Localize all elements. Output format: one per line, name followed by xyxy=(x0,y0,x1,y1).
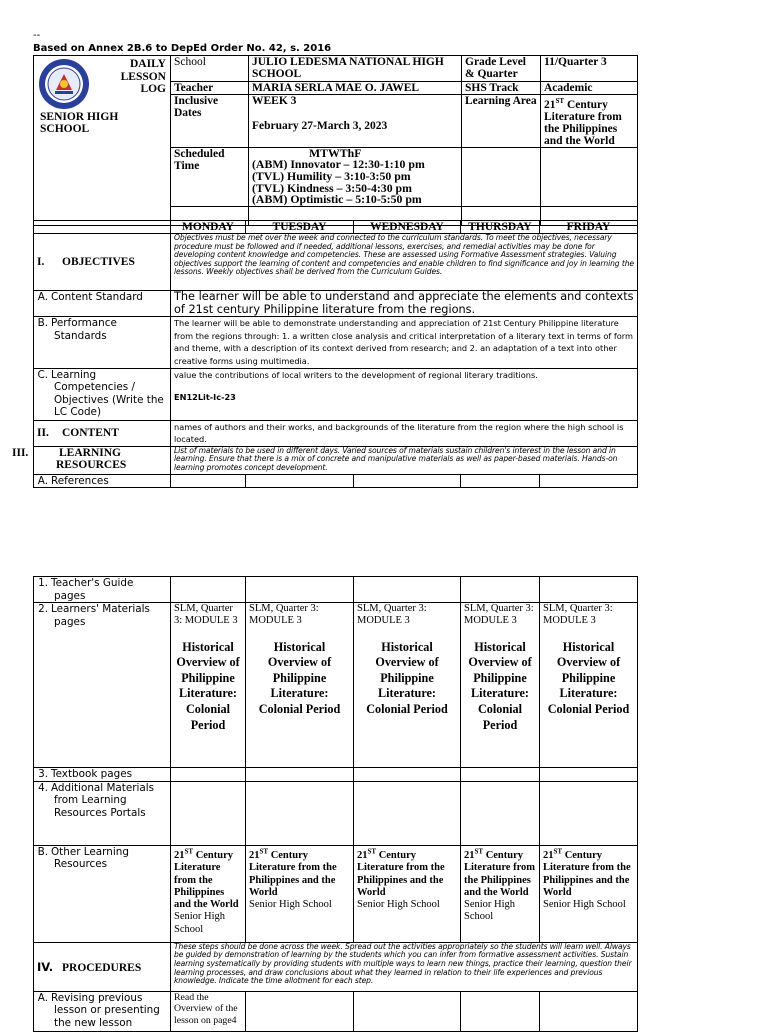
dll-title-line-1: DAILY xyxy=(129,58,166,70)
objectives-heading: I. OBJECTIVES xyxy=(34,234,171,291)
dll-title-line-3: LOG xyxy=(140,83,166,95)
learners-materials-label: 2. Learners' Materials pages xyxy=(34,603,171,768)
other-resources-tuesday: 21ST Century Literature from the Philippines and the World Senior High School xyxy=(246,845,354,942)
learning-resources-heading: III. LEARNING RESOURCES xyxy=(34,446,171,474)
schedule-row-1: (ABM) Innovator – 12:30-1:10 pm xyxy=(252,157,425,172)
learning-competencies-value: value the contributions of local writers to the development of regional literary traditions. xyxy=(174,369,538,380)
lm-cell-monday: SLM, Quarter 3: MODULE 3 Historical Overview of Philippine Literature: Colonial Period xyxy=(171,603,246,768)
schedule-row-2: (TVL) Humility – 3:10-3:50 pm xyxy=(252,169,411,184)
top-mark: -- xyxy=(33,30,41,41)
week-value: WEEK 3 xyxy=(252,95,297,107)
dll-title-line-2: LESSON xyxy=(120,70,166,83)
track-label: SHS Track xyxy=(462,82,541,95)
day-tuesday: TUESDAY xyxy=(246,221,354,234)
annex-reference: Based on Annex 2B.6 to DepEd Order No. 42, s. 2016 xyxy=(33,43,332,54)
schedule-row-3: (TVL) Kindness – 3:50-4:30 pm xyxy=(252,180,412,195)
header-table xyxy=(33,55,638,226)
area-value: 21ST Century Literature from the Philippines and the World xyxy=(541,95,638,148)
day-friday: FRIDAY xyxy=(540,221,638,234)
deped-seal-icon xyxy=(38,58,90,110)
other-resources-label: B. Other Learning Resources xyxy=(34,845,171,942)
lm-cell-tuesday: SLM, Quarter 3: MODULE 3 Historical Overview of Philippine Literature: Colonial Period xyxy=(246,603,354,768)
day-thursday: THURSDAY xyxy=(461,221,540,234)
procedures-heading: IV. PROCEDURES xyxy=(34,942,171,991)
teacher-value: MARIA SERLA MAE O. JAWEL xyxy=(249,82,462,95)
dates-value: February 27-March 3, 2023 xyxy=(252,120,388,132)
scheduled-time-label: Scheduled Time xyxy=(171,147,249,206)
performance-standards-label: B. Performance Standards xyxy=(34,317,171,368)
grade-value: 11/Quarter 3 xyxy=(541,56,638,82)
grade-label: Grade Level & Quarter xyxy=(462,56,541,82)
other-resources-thursday: 21ST Century Literature from the Philippines and the World Senior High School xyxy=(461,845,540,942)
procedures-note: These steps should be done across the week. Spread out the activities appropriately so the students will learn well. Always be guided by demonstration of learning by the students which you can infer from formative assessment activities. Sustain learning systematically by providing students with multiple ways to learn new things, practice their learning, question their learning processes, and draw conclusions about what they learned in relation to their life experiences and previous knowledge. Indicate the time allotment for each step. xyxy=(171,942,638,991)
content-standard-value: The learner will be able to understand and appreciate the elements and contexts of 21st century Philippine literature from the regions. xyxy=(171,291,638,317)
lm-cell-wednesday: SLM, Quarter 3: MODULE 3 Historical Overview of Philippine Literature: Colonial Period xyxy=(354,603,461,768)
content-standard-label: A. Content Standard xyxy=(34,291,171,317)
school-value: JULIO LEDESMA NATIONAL HIGH SCHOOL xyxy=(249,56,462,82)
content-heading: II. CONTENT xyxy=(34,420,171,446)
other-resources-wednesday: 21ST Century Literature from the Philippines and the World Senior High School xyxy=(354,845,461,942)
learning-resources-note: List of materials to be used in different days. Varied sources of materials sustain children's interest in the lesson and in learning. Ensure that there is a mix of concrete and manipulative materials as well as paper-based materials. Hands-on learning promotes concept development. xyxy=(171,446,638,474)
day-wednesday: WEDNESDAY xyxy=(354,221,461,234)
other-resources-monday: 21ST Century Literature from the Philippines and the World Senior High School xyxy=(171,845,246,942)
references-label: A. References xyxy=(34,474,171,488)
performance-standards-value: The learner will be able to demonstrate understanding and appreciation of 21st Century Philippine literature from the regions through: 1. a written close analysis and critical interpretation of a literary text in terms of form and theme, with a description of its context derived from research; and 2. an adaptation of a text into other creative forms using multimedia. xyxy=(171,317,638,368)
schedule-days: MTWThF xyxy=(309,145,362,160)
lc-code: EN12Lit-Ic-23 xyxy=(174,392,236,403)
day-monday: MONDAY xyxy=(171,221,246,234)
lm-cell-thursday: SLM, Quarter 3: MODULE 3 Historical Overview of Philippine Literature: Colonial Period xyxy=(461,603,540,768)
learning-competencies-label: C. Learning Competencies / Objectives (Write the LC Code) xyxy=(34,368,171,420)
schedule-row-4: (ABM) Optimistic – 5:10-5:50 pm xyxy=(252,192,422,207)
content-value: names of authors and their works, and backgrounds of the literature from the region where the high school is located. xyxy=(171,420,638,446)
lm-cell-friday: SLM, Quarter 3: MODULE 3 Historical Overview of Philippine Literature: Colonial Period xyxy=(540,603,638,768)
track-value: Academic xyxy=(541,82,638,95)
dates-label: Inclusive Dates xyxy=(171,95,249,148)
other-resources-friday: 21ST Century Literature from the Philippines and the World Senior High School xyxy=(540,845,638,942)
teachers-guide-label: 1. Teacher's Guide pages xyxy=(34,577,171,603)
textbook-pages-label: 3. Textbook pages xyxy=(34,768,171,782)
additional-materials-label: 4. Additional Materials from Learning Resources Portals xyxy=(34,781,171,845)
objectives-note: Objectives must be met over the week and connected to the curriculum standards. To meet the objectives, necessary procedure must be followed and if needed, additional lessons, exercises, and remedial activities may be done for developing content knowledge and competencies. These are assessed using Formative Assessment strategies. Valuing objectives support the learning of content and competencies and enable children to find significance and joy in learning the lessons. Weekly objectives shall be derived from the Curriculum Guides. xyxy=(171,234,638,291)
dll-title-cell xyxy=(34,56,171,207)
teacher-label: Teacher xyxy=(171,82,249,95)
revising-lesson-label: A. Revising previous lesson or presenting the new lesson xyxy=(34,991,171,1031)
school-level: SENIOR HIGH SCHOOL xyxy=(40,111,119,135)
school-label: School xyxy=(171,56,249,82)
objectives-table xyxy=(12,220,638,488)
revising-monday: Read the Overview of the lesson on page4 xyxy=(171,991,246,1031)
resources-procedures-table xyxy=(33,576,638,1032)
area-label: Learning Area xyxy=(462,95,541,148)
